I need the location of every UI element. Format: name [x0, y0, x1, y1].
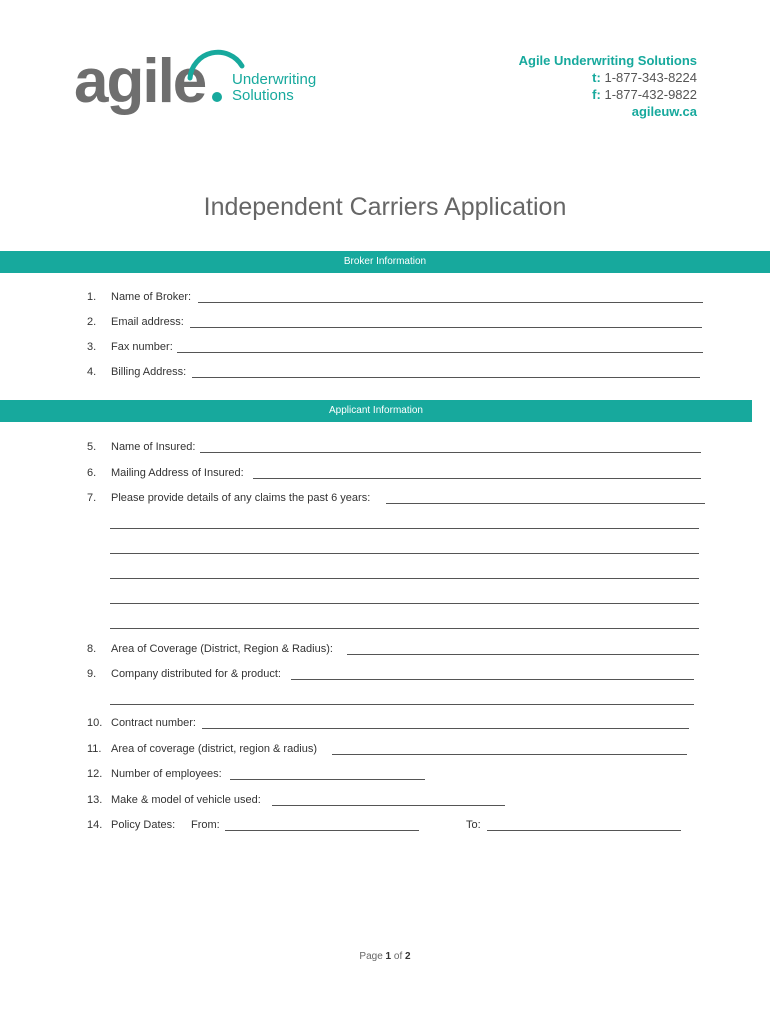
- field-row-coverage-radius: [87, 743, 317, 755]
- page-footer: [0, 951, 770, 962]
- field-row-employees: [87, 768, 222, 780]
- page-title: Independent Carriers Application: [203, 193, 567, 221]
- policy-from-field[interactable]: [225, 830, 419, 831]
- policy-from-label: From:: [191, 819, 220, 831]
- mailing-address-field[interactable]: [253, 478, 701, 479]
- fax-field[interactable]: [177, 352, 703, 353]
- field-number: 11.: [87, 743, 102, 755]
- field-label: Area of Coverage (District, Region & Radius):: [111, 643, 333, 655]
- field-number: 12.: [87, 768, 103, 780]
- fax-label: f:: [592, 87, 601, 102]
- website-link[interactable]: agileuw.ca: [631, 104, 697, 119]
- employees-field[interactable]: [230, 779, 425, 780]
- company-distributed-field[interactable]: [291, 679, 694, 680]
- claims-field-line[interactable]: [110, 603, 699, 604]
- logo-subtitle-line2: Solutions: [232, 87, 294, 104]
- field-number: 3.: [87, 341, 97, 353]
- logo-subtitle: [232, 72, 316, 104]
- coverage-radius-field[interactable]: [332, 754, 687, 755]
- claims-field-line[interactable]: [110, 578, 699, 579]
- broker-name-field[interactable]: [198, 302, 703, 303]
- applicant-section-header: Applicant Information: [0, 400, 752, 422]
- field-number: 5.: [87, 441, 97, 453]
- field-label: Company distributed for & product:: [111, 668, 281, 680]
- field-label: Make & model of vehicle used:: [111, 794, 261, 806]
- logo-wordmark: agile: [74, 47, 206, 116]
- field-number: 2.: [87, 316, 97, 328]
- phone-label: t:: [592, 70, 601, 85]
- phone-line: [519, 69, 697, 86]
- field-number: 8.: [87, 643, 97, 655]
- field-row-billing: [87, 366, 186, 378]
- company-distributed-field-line[interactable]: [110, 704, 694, 705]
- field-row-coverage-area: [87, 643, 333, 655]
- page-number: 1: [385, 951, 392, 962]
- policy-to-field[interactable]: [487, 830, 681, 831]
- field-label: Number of employees:: [111, 768, 222, 780]
- field-label: Fax number:: [111, 341, 173, 353]
- field-number: 4.: [87, 366, 97, 378]
- field-number: 10.: [87, 717, 103, 729]
- policy-to-label: To:: [466, 819, 481, 831]
- field-row-company-distributed: [87, 668, 281, 680]
- field-label: Policy Dates:: [111, 819, 176, 831]
- fax-number: 1-877-432-9822: [604, 87, 697, 102]
- contact-block: [519, 52, 697, 120]
- insured-name-field[interactable]: [200, 452, 701, 453]
- company-name: Agile Underwriting Solutions: [518, 53, 697, 68]
- field-label: Contract number:: [111, 717, 196, 729]
- page-word: Page: [359, 951, 383, 962]
- claims-field[interactable]: [386, 503, 705, 504]
- field-row-fax: [87, 341, 173, 353]
- phone-number: 1-877-343-8224: [604, 70, 697, 85]
- field-number: 1.: [87, 291, 97, 303]
- claims-field-line[interactable]: [110, 528, 699, 529]
- field-number: 14.: [87, 819, 103, 831]
- field-row-broker-name: [87, 291, 191, 303]
- claims-field-line[interactable]: [110, 628, 699, 629]
- field-row-claims: [87, 492, 370, 504]
- fax-line: [519, 86, 697, 103]
- field-label: Mailing Address of Insured:: [111, 467, 244, 479]
- vehicle-field[interactable]: [272, 805, 505, 806]
- field-label: Billing Address:: [111, 366, 187, 378]
- logo-subtitle-line1: Underwriting: [232, 71, 317, 88]
- field-label: Area of coverage (district, region & radius): [111, 743, 318, 755]
- field-label: Name of Insured:: [111, 441, 196, 453]
- broker-section-header: Broker Information: [0, 251, 770, 273]
- field-row-insured-name: [87, 441, 195, 453]
- field-row-mailing: [87, 467, 244, 479]
- agile-logo: [74, 46, 344, 118]
- field-row-vehicle: [87, 794, 261, 806]
- contract-number-field[interactable]: [202, 728, 689, 729]
- field-label: Please provide details of any claims the past 6 years:: [111, 492, 371, 504]
- claims-field-line[interactable]: [110, 553, 699, 554]
- field-row-contract: [87, 717, 196, 729]
- page-total: 2: [405, 951, 411, 962]
- email-field[interactable]: [190, 327, 702, 328]
- of-word: of: [393, 951, 403, 962]
- logo-dot-icon: [212, 92, 222, 102]
- field-row-email: [87, 316, 184, 328]
- billing-address-field[interactable]: [192, 377, 700, 378]
- field-label: Email address:: [111, 316, 184, 328]
- coverage-area-field[interactable]: [347, 654, 699, 655]
- field-row-policy-dates: [87, 819, 175, 831]
- field-number: 7.: [87, 492, 97, 504]
- field-number: 9.: [87, 668, 97, 680]
- field-number: 13.: [87, 794, 103, 806]
- field-label: Name of Broker:: [111, 291, 192, 303]
- field-number: 6.: [87, 467, 97, 479]
